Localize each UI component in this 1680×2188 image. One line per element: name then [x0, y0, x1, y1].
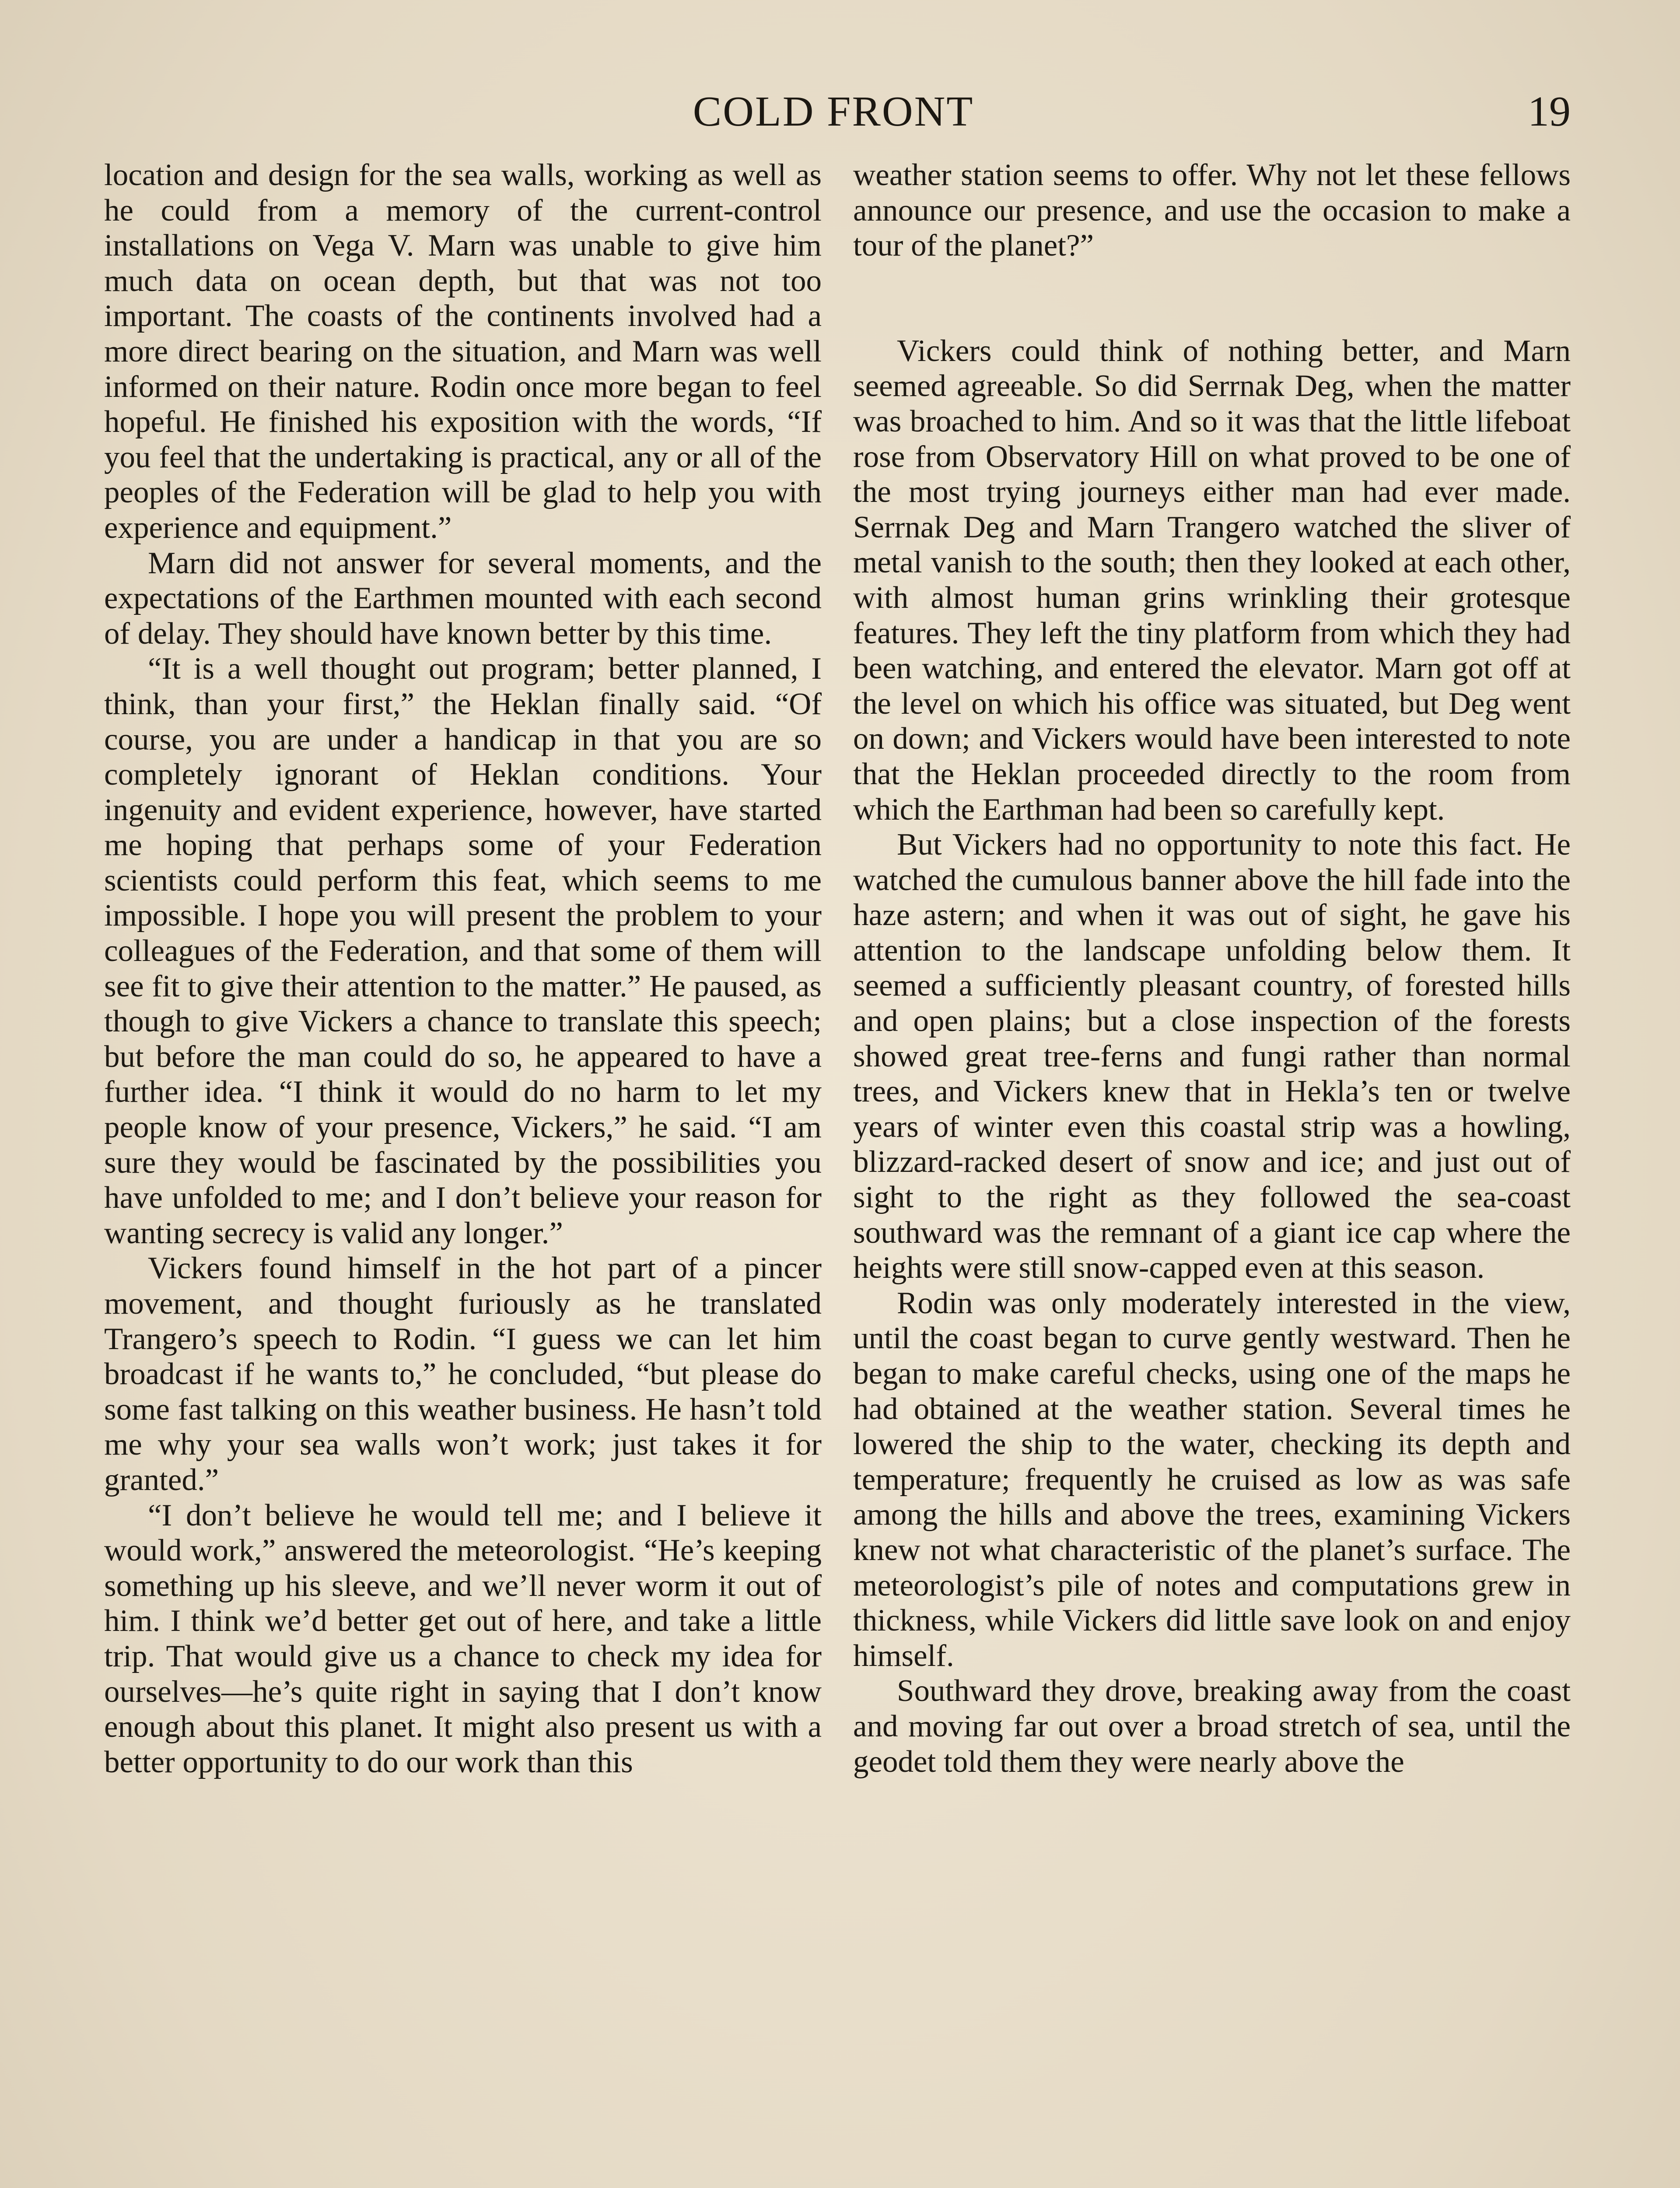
paragraph: Marn did not answer for several moments, and the expectations of the Earthmen mounted with each second of delay. They should have known better by this time. — [104, 546, 822, 651]
page-number: 19 — [1528, 88, 1571, 135]
paragraph: Rodin was only moderately interested in the view, until the coast began to curve gently westward. Then he began to make careful checks, using one of the maps he had obtained at the weather station. Several times he lowered the ship to the water, checking its depth and temperature; frequently he cruised as low as was safe among the hills and above the trees, examining Vickers knew not what characteristic of the planet’s surface. The meteorologist’s pile of notes and computations grew in thickness, while Vickers did little save look on and enjoy himself. — [853, 1286, 1571, 1673]
left-column — [104, 158, 822, 1780]
right-column — [853, 158, 1571, 1779]
paragraph: “I don’t believe he would tell me; and I believe it would work,” answered the meteorologist. “He’s keeping something up his sleeve, and we’ll never worm it out of him. I think we’d better get out of here, and take a little trip. That would give us a chance to check my idea for ourselves—he’s quite right in saying that I don’t know enough about this planet. It might also present us with a better opportunity to do our work than this — [104, 1498, 822, 1779]
running-title: COLD FRONT — [693, 88, 974, 135]
paragraph: “It is a well thought out program; better planned, I think, than your first,” the Heklan finally said. “Of course, you are under a handicap in that you are so completely ignorant of Heklan conditions. Your ingenuity and evident experience, however, have started me hoping that perhaps some of your Federation scientists could perform this feat, which seems to me impossible. I hope you will present the problem to your colleagues of the Federation, and that some of them will see fit to give their attention to the matter.” He paused, as though to give Vickers a chance to translate this speech; but before the man could do so, he appeared to have a further idea. “I think it would do no harm to let my people know of your presence, Vickers,” he said. “I am sure they would be fascinated by the possibilities you have unfolded to me; and I don’t believe your reason for wanting secrecy is valid any longer.” — [104, 652, 822, 1250]
paragraph: location and design for the sea walls, working as well as he could from a memory of the current-control installations on Vega V. Marn was unable to give him much data on ocean depth, but that was not too important. The coasts of the continents involved had a more direct bearing on the situation, and Marn was well informed on their nature. Rodin once more began to feel hopeful. He finished his exposition with the words, “If you feel that the undertaking is practical, any or all of the peoples of the Federation will be glad to help you with experience and equipment.” — [104, 158, 822, 545]
paragraph: weather station seems to offer. Why not let these fellows announce our presence, and use the occasion to make a tour of the planet?” — [853, 158, 1571, 263]
running-header — [96, 83, 1571, 140]
paragraph: Southward they drove, breaking away from the coast and moving far out over a broad stretch of sea, until the geodet told them they were nearly above the — [853, 1674, 1571, 1779]
paragraph: Vickers could think of nothing better, and Marn seemed agreeable. So did Serrnak Deg, when the matter was broached to him. And so it was that the little lifeboat rose from Observatory Hill on what proved to be one of the most trying journeys either man had ever made. Serrnak Deg and Marn Trangero watched the sliver of metal vanish to the south; then they looked at each other, with almost human grins wrinkling their grotesque features. They left the tiny platform from which they had been watching, and entered the elevator. Marn got off at the level on which his office was situated, but Deg went on down; and Vickers would have been interested to note that the Heklan proceeded directly to the room from which the Earthman had been so carefully kept. — [853, 333, 1571, 827]
paragraph: Vickers found himself in the hot part of a pincer movement, and thought furiously as he translated Trangero’s speech to Rodin. “I guess we can let him broadcast if he wants to,” he concluded, “but please do some fast talking on this weather business. He hasn’t told me why your sea walls won’t work; just takes it for granted.” — [104, 1251, 822, 1497]
paragraph: But Vickers had no opportunity to note this fact. He watched the cumulous banner above the hill fade into the haze astern; and when it was out of sight, he gave his attention to the landscape unfolding below them. It seemed a sufficiently pleasant country, of forested hills and open plains; but a close inspection of the forests showed great tree-ferns and fungi rather than normal trees, and Vickers knew that in Hekla’s ten or twelve years of winter even this coastal strip was a howling, blizzard-racked desert of snow and ice; and just out of sight to the right as they followed the sea-coast southward was the remnant of a giant ice cap where the heights were still snow-capped even at this season. — [853, 828, 1571, 1285]
